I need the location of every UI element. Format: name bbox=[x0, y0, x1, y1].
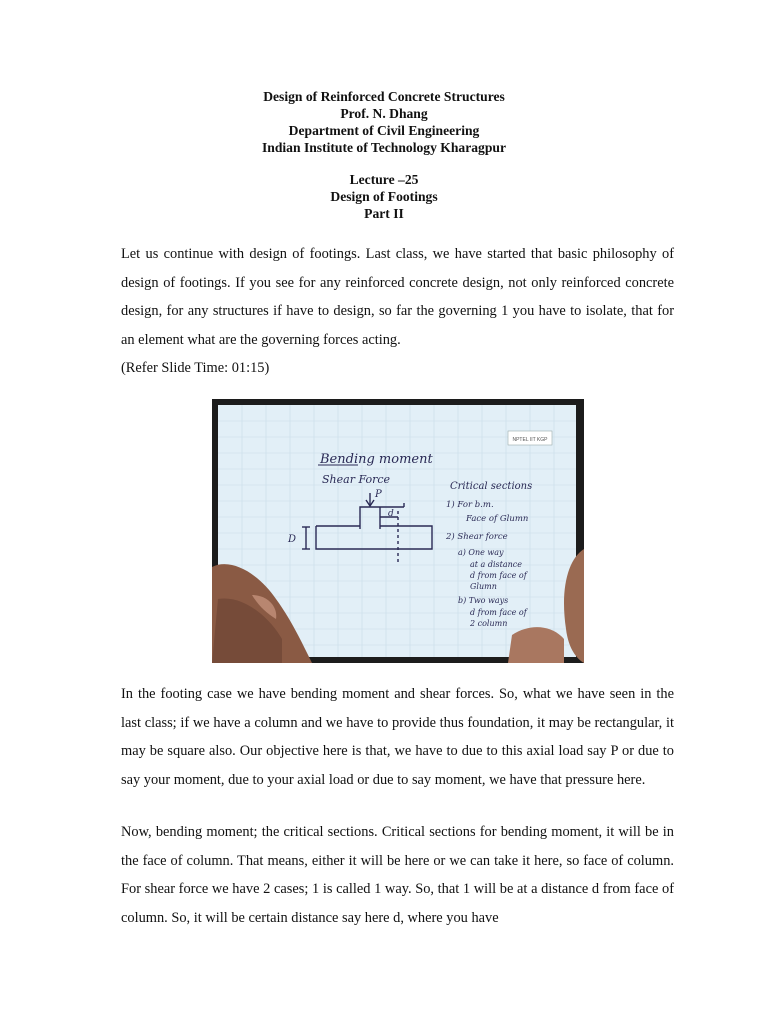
svg-text:NPTEL IIT KGP: NPTEL IIT KGP bbox=[512, 437, 548, 443]
note-one-way-2: at a distance bbox=[470, 560, 522, 569]
lecture-part: Part II bbox=[364, 206, 404, 221]
note-one-way: a) One way bbox=[458, 548, 504, 557]
professor-name: Prof. N. Dhang bbox=[340, 106, 428, 121]
note-one-way-3: d from face of bbox=[470, 571, 527, 580]
lecture-title: Design of Footings bbox=[330, 189, 438, 204]
course-title: Design of Reinforced Concrete Structures bbox=[263, 89, 505, 104]
paragraph-2: In the footing case we have bending moment and shear forces. So, what we have seen in the last class; if we have a column and we have to provide thus foundation, it may be rectangular, it may be square also. Our objective here is that, we have to due to this axial load say P or due to say your moment, due to your axial load or due to say moment, we have that pressure here. bbox=[121, 686, 674, 789]
note-two-way-3: 2 column bbox=[470, 619, 508, 628]
d-label: d bbox=[388, 509, 394, 519]
slide-heading-shear-force: Shear Force bbox=[322, 473, 391, 486]
note-one-way-4: Glumn bbox=[470, 582, 497, 591]
depth-label: D bbox=[288, 534, 297, 545]
institute-name: Indian Institute of Technology Kharagpur bbox=[262, 140, 506, 155]
lecture-heading bbox=[0, 171, 768, 222]
paragraph-3: Now, bending moment; the critical sections. Critical sections for bending moment, it will be in the face of column. That means, either it will be here or we can take it here, so face of column. For shear force we have 2 cases; 1 is called 1 way. So, that 1 will be at a distance d from face of column. So, it will be certain distance say here d, where you have bbox=[121, 824, 674, 927]
note-shear: 2) Shear force bbox=[446, 532, 508, 542]
critical-sections-title: Critical sections bbox=[450, 481, 533, 492]
department-name: Department of Civil Engineering bbox=[288, 123, 480, 138]
slide-heading-bending-moment: Bending moment bbox=[320, 452, 433, 467]
note-bm: 1) For b.m. bbox=[446, 500, 494, 510]
nptel-logo bbox=[508, 431, 552, 445]
document-header bbox=[0, 88, 768, 156]
load-label: P bbox=[375, 489, 382, 500]
lecture-slide-image bbox=[212, 399, 584, 663]
note-bm-detail: Face of Glumn bbox=[466, 514, 529, 524]
slide-time-reference: (Refer Slide Time: 01:15) bbox=[121, 360, 270, 376]
note-two-way: b) Two ways bbox=[458, 596, 509, 605]
lecture-number: Lecture –25 bbox=[349, 172, 419, 187]
paragraph-1: Let us continue with design of footings. Last class, we have started that basic philosophy of design of footings. If you see for any reinforced concrete design, not only reinforced concrete design, for any structures if have to design, so far the governing 1 you have to isolate, that for an element what are the governing forces acting. bbox=[121, 246, 674, 349]
note-two-way-2: d from face of bbox=[470, 608, 527, 617]
